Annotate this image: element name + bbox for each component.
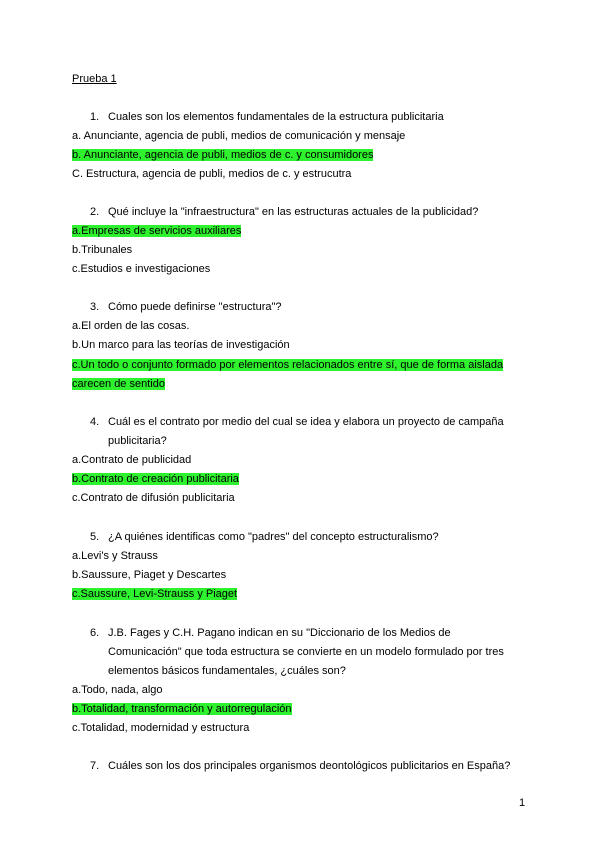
question-text-cont: publicitaria?: [108, 435, 167, 447]
option-5b: b.Saussure, Piaget y Descartes: [72, 569, 227, 581]
question-text: ¿A quiénes identificas como "padres" del concepto estructuralismo?: [108, 531, 439, 543]
question-number: 6.: [90, 627, 100, 639]
question-number: 3.: [90, 301, 100, 313]
option-1c: C. Estructura, agencia de publi, medios de c. y estrucutra: [72, 168, 352, 180]
option-4b: [72, 470, 239, 489]
option-5a: a.Levi's y Strauss: [72, 550, 158, 562]
option-3b: b.Un marco para las teorías de investigación: [72, 339, 290, 351]
question-text: J.B. Fages y C.H. Pagano indican en su "Diccionario de los Medios de: [108, 627, 451, 639]
option-2a: [72, 222, 241, 241]
option-6a: a.Todo, nada, algo: [72, 684, 163, 696]
highlighted-answer: b.Totalidad, transformación y autorregulación: [72, 703, 292, 715]
option-4c: c.Contrato de difusión publicitaria: [72, 492, 235, 504]
question-number: 5.: [90, 531, 100, 543]
question-4: [90, 413, 520, 451]
highlighted-answer: b.Contrato de creación publicitaria: [72, 473, 239, 485]
option-1a: a. Anunciante, agencia de publi, medios de comunicación y mensaje: [72, 130, 406, 142]
question-text: Cuáles son los dos principales organismos deontológicos publicitarios en España?: [108, 760, 511, 772]
question-number: 4.: [90, 416, 100, 428]
question-text: Cuales son los elementos fundamentales de la estructura publicitaria: [108, 111, 444, 123]
highlighted-answer: b. Anunciante, agencia de publi, medios de c. y consumidores: [72, 149, 374, 161]
option-3a: a.El orden de las cosas.: [72, 320, 190, 332]
question-1: [90, 108, 520, 127]
question-7: [90, 757, 550, 776]
option-6b: [72, 700, 292, 719]
highlighted-answer: c.Un todo o conjunto formado por elementos relacionados entre sí, que de forma aislada: [72, 359, 504, 371]
question-text-cont: Comunicación" que toda estructura se convierte en un modelo formulado por tres: [108, 646, 504, 658]
option-3c: [72, 356, 503, 375]
option-2b: b.Tribunales: [72, 244, 133, 256]
option-4a: a.Contrato de publicidad: [72, 454, 192, 466]
question-text: Qué incluye la "infraestructura" en las estructuras actuales de la publicidad?: [108, 206, 479, 218]
question-2: [90, 203, 520, 222]
option-6c: c.Totalidad, modernidad y estructura: [72, 722, 250, 734]
question-3: [90, 298, 520, 317]
highlighted-answer: c.Saussure, Levi-Strauss y Piaget: [72, 588, 238, 600]
question-text: Cómo puede definirse "estructura"?: [108, 301, 282, 313]
question-number: 1.: [90, 111, 100, 123]
document-title: Prueba 1: [72, 73, 117, 85]
option-5c: [72, 585, 237, 604]
highlighted-answer: carecen de sentido: [72, 378, 165, 390]
question-text: Cuál es el contrato por medio del cual se idea y elabora un proyecto de campaña: [108, 416, 504, 428]
option-1b: [72, 146, 373, 165]
page-number: 1: [519, 797, 526, 809]
option-2c: c.Estudios e investigaciones: [72, 263, 211, 275]
question-text-cont: elementos básicos fundamentales, ¿cuáles son?: [108, 665, 346, 677]
question-5: [90, 528, 520, 547]
option-3c-cont: [72, 375, 165, 394]
question-6: [90, 624, 520, 681]
question-number: 2.: [90, 206, 100, 218]
highlighted-answer: a.Empresas de servicios auxiliares: [72, 225, 242, 237]
question-number: 7.: [90, 760, 100, 772]
